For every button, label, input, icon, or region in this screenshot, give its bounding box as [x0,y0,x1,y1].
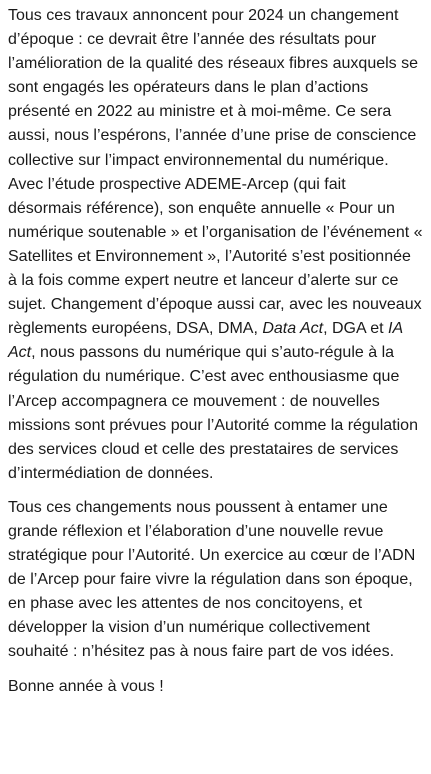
paragraph-greeting: Bonne année à vous ! [8,677,164,695]
data-act-term: Data Act [262,320,324,338]
ia-act-term: IA Act [8,320,403,362]
paragraph-text: , DGA et [323,320,389,338]
paragraph-text: Tous ces travaux annoncent pour 2024 un changement d’époque : ce devrait être l’année des résultats pour l’amélioration de la qualité des réseaux fibres auxquels se sont engagés les opérateurs dans le plan d’actions présenté en 2022 au ministre et à moi-même. Ce sera aussi, nous l’espérons, l’année d’une prise de conscience collective sur l’impact environnemental du numérique. Avec l’étude prospective ADEME-Arcep (qui fait désormais référence), son enquête annuelle « Pour un numérique soutenable » et l’organisation de l’événement « Satellites et Environnement », l’Autorité s’est positionnée à la fois comme expert neutre et lanceur d’alerte sur ce sujet. Changement d’époque aussi car, avec les nouveaux règlements européens, DSA, DMA, [8,7,423,338]
paragraph-work-2024 [8,4,423,486]
paragraph-strategic-review: Tous ces changements nous poussent à entamer une grande réflexion et l’élaboration d’une nouvelle revue stratégique pour l’Autorité. Un exercice au cœur de l’ADN de l’Arcep pour faire vivre la régulation dans son époque, en phase avec les attentes de nos concitoyens, et développer la vision d’un numérique collectivement souhaité : n’hésitez pas à nous faire part de vos idées. [8,498,416,661]
paragraph-text: , nous passons du numérique qui s’auto-régule à la régulation du numérique. C’est avec enthousiasme que l’Arcep accompagnera ce mouvement : de nouvelles missions sont prévues pour l’Autorité comme la régulation des services cloud et celle des prestataires de services d’intermédiation de données. [8,344,418,482]
